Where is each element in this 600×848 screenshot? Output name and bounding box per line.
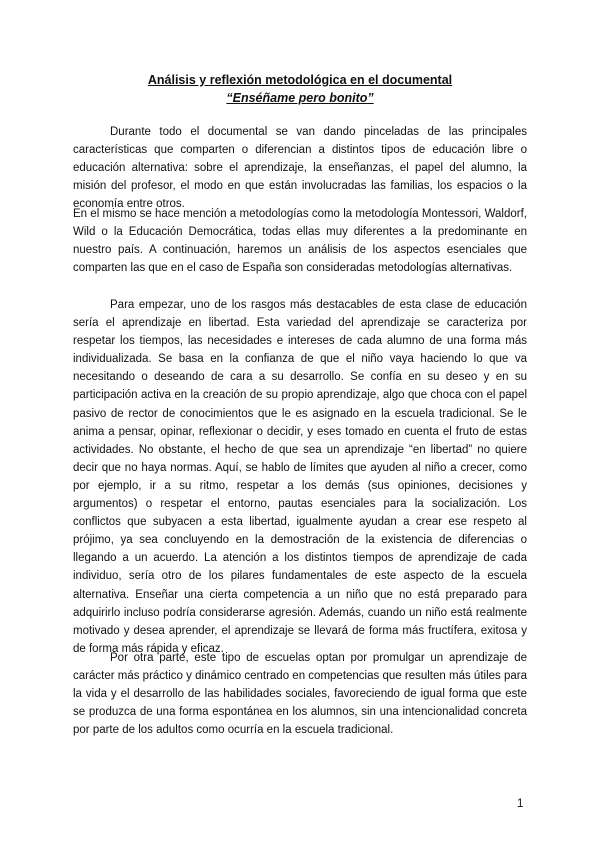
paragraph-intro: Durante todo el documental se van dando pinceladas de las principales características que comparten o diferencian a distintos tipos de educación libre o educación alternativa: sobre el aprendizaje, la enseñanzas, el papel del alumno, la misión del profesor, el modo en que están involucradas las familias, los espacios o la economía entre otros. [73, 126, 527, 211]
document-title [0, 71, 600, 107]
paragraph-freedom-learning: Para empezar, uno de los rasgos más destacables de esta clase de educación sería el aprendizaje en libertad. Esta variedad del aprendizaje se caracteriza por respetar los tiempos, las necesidades e intereses de cada alumno de una forma más individualizada. Se basa en la confianza de que el niño vaya haciendo lo que va necesitando o deseando de cara a su desarrollo. Se confía en su deseo y en su participación activa en la creación de su propio aprendizaje, algo que choca con el papel pasivo de rector de conocimientos que le es asignado en la escuela tradicional. Se le anima a pensar, opinar, reflexionar o decidir, y eses tomado en cuenta el fruto de estas actividades. No obstante, el hecho de que sea un aprendizaje “en libertad” no quiere decir que no haya normas. Aquí, se hablo de límites que ayuden al niño a crecer, como por ejemplo, ir a su ritmo, respetar a los demás (sus opiniones, decisiones y argumentos) o respetar el entorno, pautas esenciales para la socialización. Los conflictos que subyacen a esta libertad, igualmente ayudan a crear ese respeto al prójimo, ya sea concluyendo en la demostración de la existencia de diferencias o llegando a un acuerdo. La atención a los distintos tiempos de aprendizaje de cada individuo, sería otro de los pilares fundamentales de este aspecto de la escuela alternativa. Enseñar una cierta competencia a un niño que no está preparado para adquirirlo incluso podría considerarse agresión. Además, cuando un niño está realmente motivado y desea aprender, el aprendizaje se llevará de forma más fructífera, exitosa y de forma más rápida y eficaz. [73, 299, 527, 655]
paragraph-methodologies: En el mismo se hace mención a metodologías como la metodología Montessori, Waldorf, Wild o la Educación Democrática, todas ellas muy diferentes a la predominante en nuestro país. A continuación, haremos un análisis de los aspectos esenciales que comparten las que en el caso de España son consideradas metodologías alternativas. [73, 208, 527, 275]
page-number: 1 [517, 798, 524, 810]
title-main: Análisis y reflexión metodológica en el documental [147, 73, 453, 87]
title-subtitle: “Enséñame pero bonito” [226, 91, 374, 105]
paragraph-practical-learning: Por otra parte, este tipo de escuelas optan por promulgar un aprendizaje de carácter más práctico y dinámico centrado en competencias que resulten más útiles para la vida y el desarrollo de las habilidades sociales, favoreciendo de igual forma que este se produzca de una forma espontánea en los alumnos, sin una intencionalidad concreta por parte de los adultos como ocurría en la escuela tradicional. [73, 652, 527, 737]
